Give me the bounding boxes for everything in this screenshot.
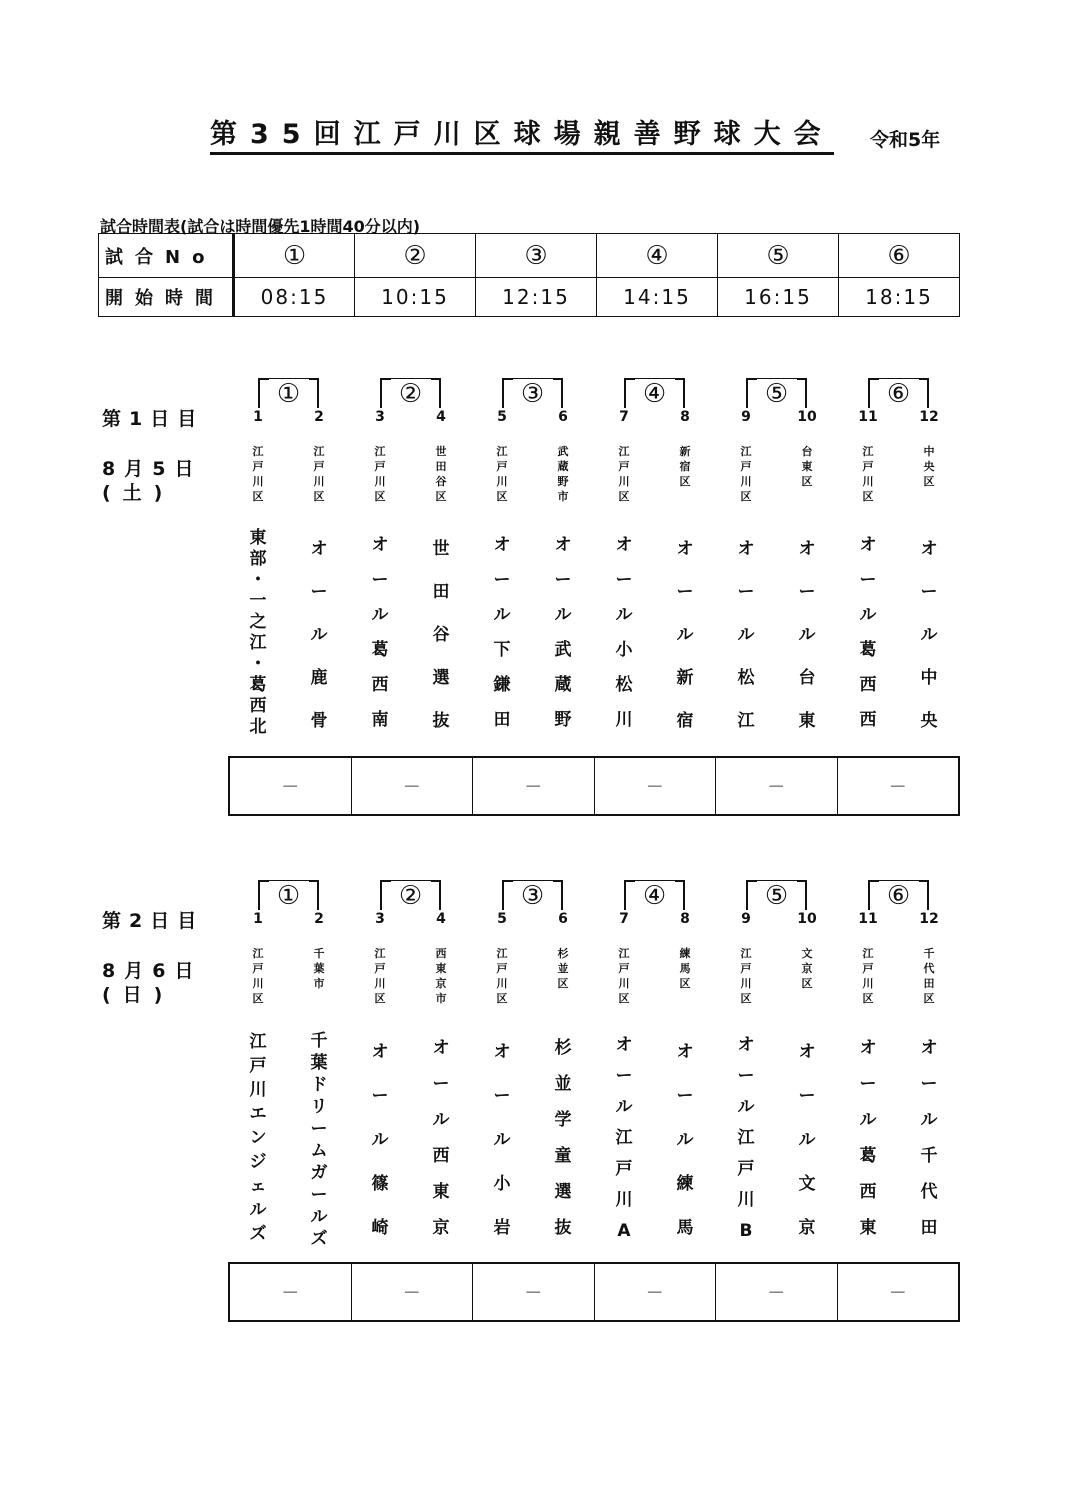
team-ward: 新 宿 区 (679, 445, 691, 488)
team-number: 4 (436, 409, 446, 425)
bracket-game-number: ③ (513, 881, 553, 911)
team-ward: 杉 並 区 (557, 947, 569, 990)
schedule-time-4: 14:15 (597, 278, 718, 317)
team-ward: 江 戸 川 区 (618, 445, 630, 503)
bracket-game-number: ⑥ (879, 881, 919, 911)
team-name: オ ー ル 西 東 京 (432, 1038, 450, 1238)
team-number: 12 (919, 409, 939, 425)
bracket-game-number: ② (391, 881, 431, 911)
team-ward: 江 戸 川 区 (740, 947, 752, 1005)
team-number: 6 (558, 911, 568, 927)
schedule-game-6: ⑥ (839, 234, 960, 278)
score-cell-game-3: － (473, 758, 595, 814)
score-cell-game-6: － (888, 1283, 907, 1304)
team-name: オ ー ル 小 松 川 (615, 535, 633, 730)
schedule-time-1: 08:15 (234, 278, 355, 317)
schedule-time-3: 12:15 (476, 278, 597, 317)
team-number: 9 (741, 409, 751, 425)
score-cell-game-1: － (230, 1264, 352, 1320)
score-cell-game-5: － (716, 1264, 838, 1320)
team-name: 東 部 ・ 一 之 江 ・ 葛 西 北 (249, 528, 267, 737)
team-name: 千 葉 ド リ ー ム ガ ー ル ズ (310, 1031, 328, 1249)
score-cell-game-4: － (595, 758, 717, 814)
team-number: 3 (375, 911, 385, 927)
team-number: 5 (497, 409, 507, 425)
day-label: 第2日目 (102, 910, 205, 932)
team-name: オ ー ル 千 代 田 (920, 1038, 938, 1238)
team-ward: 江 戸 川 区 (496, 445, 508, 503)
score-cell-game-3: － (473, 1264, 595, 1320)
team-name: オ ー ル 小 岩 (493, 1042, 511, 1238)
team-ward: 江 戸 川 区 (374, 445, 386, 503)
team-ward: 江 戸 川 区 (252, 445, 264, 503)
schedule-header-start-time: 開始時間 (99, 278, 234, 317)
schedule-game-4: ④ (597, 234, 718, 278)
team-name: オ ー ル 新 宿 (676, 539, 694, 731)
score-row (228, 1262, 960, 1322)
bracket-game-number: ⑤ (757, 379, 797, 409)
team-number: 8 (680, 911, 690, 927)
team-number: 7 (619, 409, 629, 425)
schedule-row-start-time (99, 278, 960, 317)
team-ward: 武 蔵 野 市 (557, 445, 569, 503)
team-name: オ ー ル 練 馬 (676, 1042, 694, 1238)
bracket-game-number: ④ (635, 379, 675, 409)
schedule-label: 試合時間表(試合は時間優先1時間40分以内) (100, 217, 421, 236)
team-number: 1 (253, 409, 263, 425)
team-ward: 千 葉 市 (313, 947, 325, 990)
team-number: 1 (253, 911, 263, 927)
schedule-table (98, 233, 960, 317)
schedule-game-2: ② (355, 234, 476, 278)
schedule-game-5: ⑤ (718, 234, 839, 278)
date-label: 8月6日 (102, 960, 203, 982)
score-cell-game-5: － (716, 758, 838, 814)
era-year: 令和5年 (870, 129, 941, 151)
team-number: 3 (375, 409, 385, 425)
team-name: オ ー ル 葛 西 南 (371, 535, 389, 730)
team-ward: 台 東 区 (801, 445, 813, 488)
team-ward: 江 戸 川 区 (618, 947, 630, 1005)
team-name: オ ー ル 葛 西 東 (859, 1038, 877, 1238)
team-number: 11 (858, 911, 878, 927)
team-name: オ ー ル 中 央 (920, 539, 938, 731)
team-ward: 江 戸 川 区 (862, 445, 874, 503)
schedule-game-1: ① (234, 234, 355, 278)
team-number: 8 (680, 409, 690, 425)
weekday-label: (日) (102, 984, 175, 1006)
score-cell-game-2: － (352, 1264, 474, 1320)
team-name: オ ー ル 江 戸 川 A (615, 1035, 633, 1241)
team-ward: 江 戸 川 区 (496, 947, 508, 1005)
schedule-time-6: 18:15 (839, 278, 960, 317)
team-number: 2 (314, 409, 324, 425)
team-number: 2 (314, 911, 324, 927)
team-number: 5 (497, 911, 507, 927)
weekday-label: (土) (102, 482, 175, 504)
team-number: 6 (558, 409, 568, 425)
team-name: オ ー ル 台 東 (798, 539, 816, 731)
team-ward: 千 代 田 区 (923, 947, 935, 1005)
team-ward: 江 戸 川 区 (740, 445, 752, 503)
team-number: 11 (858, 409, 878, 425)
bracket-game-number: ② (391, 379, 431, 409)
schedule-row-game-no (99, 234, 960, 278)
team-number: 7 (619, 911, 629, 927)
team-name: 杉 並 学 童 選 抜 (554, 1038, 572, 1238)
team-name: オ ー ル 下 鎌 田 (493, 535, 511, 730)
team-name: オ ー ル 葛 西 西 (859, 535, 877, 730)
team-number: 10 (797, 911, 817, 927)
team-name: オ ー ル 松 江 (737, 539, 755, 731)
date-label: 8月5日 (102, 458, 203, 480)
team-ward: 文 京 区 (801, 947, 813, 990)
score-cell-game-2: － (352, 758, 474, 814)
bracket-game-number: ⑥ (879, 379, 919, 409)
bracket-game-number: ① (269, 881, 309, 911)
team-ward: 江 戸 川 区 (862, 947, 874, 1005)
team-ward: 西 東 京 市 (435, 947, 447, 1005)
team-name: オ ー ル 篠 崎 (371, 1042, 389, 1238)
team-ward: 江 戸 川 区 (313, 445, 325, 503)
team-number: 12 (919, 911, 939, 927)
team-number: 4 (436, 911, 446, 927)
team-ward: 練 馬 区 (679, 947, 691, 990)
schedule-game-3: ③ (476, 234, 597, 278)
score-cell-game-4: － (595, 1264, 717, 1320)
team-name: 世 田 谷 選 抜 (432, 539, 450, 731)
schedule-time-2: 10:15 (355, 278, 476, 317)
team-number: 10 (797, 409, 817, 425)
team-ward: 中 央 区 (923, 445, 935, 488)
score-cell-game-1: － (230, 758, 352, 814)
team-ward: 江 戸 川 区 (252, 947, 264, 1005)
team-name: オ ー ル 鹿 骨 (310, 539, 328, 731)
team-name: オ ー ル 文 京 (798, 1042, 816, 1238)
team-ward: 江 戸 川 区 (374, 947, 386, 1005)
bracket-game-number: ⑤ (757, 881, 797, 911)
document-title: 第35回江戸川区球場親善野球大会 (210, 118, 834, 155)
team-ward: 世 田 谷 区 (435, 445, 447, 503)
team-name: オ ー ル 江 戸 川 B (737, 1035, 755, 1241)
day-label: 第1日目 (102, 408, 205, 430)
schedule-time-5: 16:15 (718, 278, 839, 317)
team-name: 江 戸 川 エ ン ジ ェ ル ズ (249, 1032, 267, 1244)
bracket-game-number: ① (269, 379, 309, 409)
score-row (228, 756, 960, 816)
schedule-header-game-no: 試合No (99, 234, 234, 278)
team-number: 9 (741, 911, 751, 927)
bracket-game-number: ③ (513, 379, 553, 409)
score-cell-game-6: － (888, 777, 907, 798)
bracket-game-number: ④ (635, 881, 675, 911)
team-name: オ ー ル 武 蔵 野 (554, 535, 572, 730)
